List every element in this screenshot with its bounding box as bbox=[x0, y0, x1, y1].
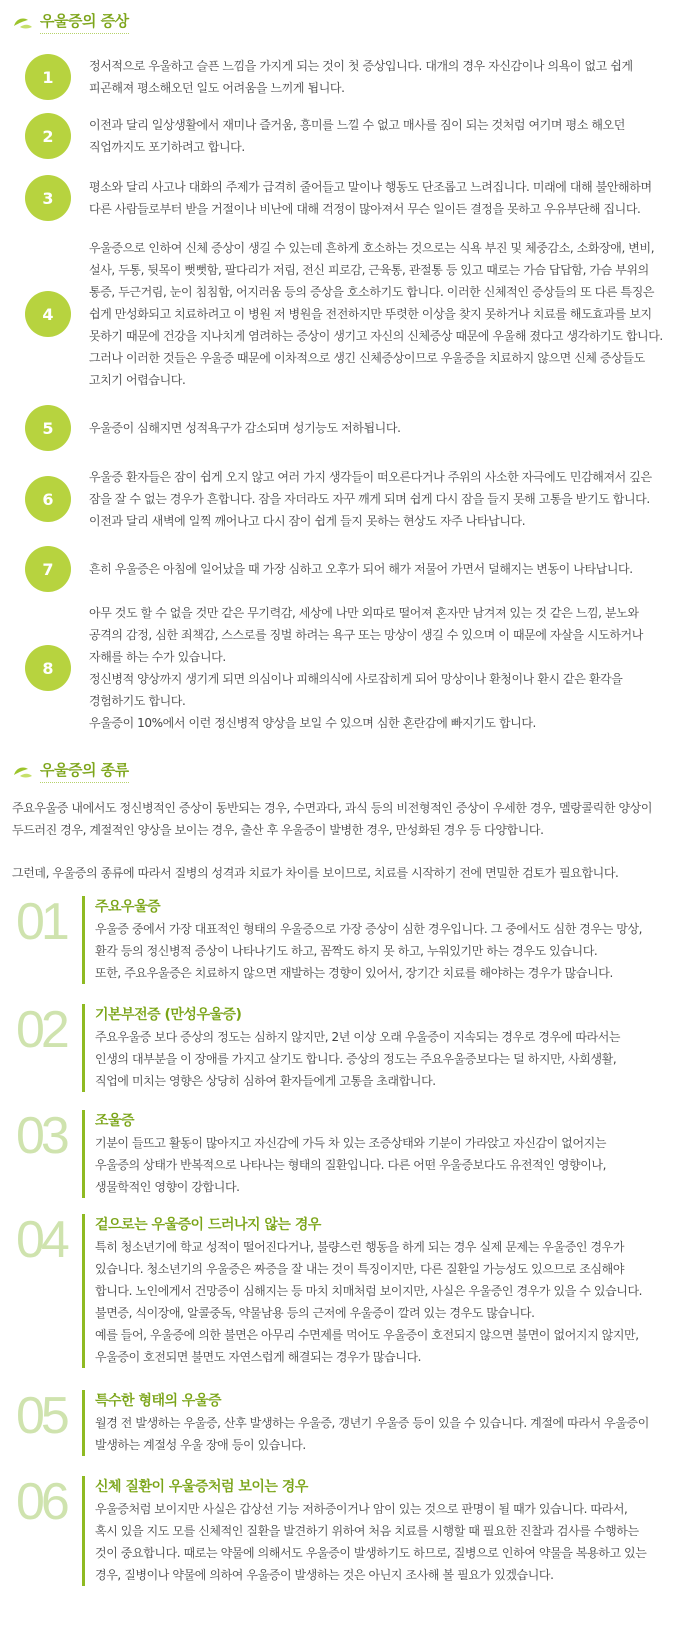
symptoms-title: 우울증의 증상 bbox=[40, 10, 129, 34]
type-body bbox=[82, 1214, 692, 1368]
type-body bbox=[82, 1476, 692, 1586]
type-number: 05 bbox=[16, 1387, 66, 1445]
type-text: 특히 청소년기에 학교 성적이 떨어진다거나, 불량스런 행동을 하게 되는 경우 실제 문제는 우울증인 경우가 있습니다. 청소년기의 우울증은 짜증을 잘 내는 것이 특징이지만, 다른 질환일 가능성도 있으므로 조심해야 합니다. 노인에게서 건망증이 심해지는 등 마치 치매처럼 보이지만, 사실은 우울증인 경우가 있을 수 있습니다. 불면증, 식이장애, 알콜중독, 약물남용 등의 근저에 우울증이 깔려 있는 경우도 많습니다. 예를 들어, 우울증에 의한 불면은 아무리 수면제를 먹어도 우울증이 호전되지 않으면 불면이 없어지지 않지만, 우울증이 호전되면 불면도 자연스럽게 해결되는 경우가 많습니다. bbox=[95, 1240, 643, 1364]
symptom-number: 2 bbox=[25, 113, 71, 159]
leaf-icon bbox=[12, 14, 34, 30]
symptom-item bbox=[12, 229, 692, 399]
type-body bbox=[82, 1390, 692, 1456]
type-body bbox=[82, 1110, 692, 1198]
leaf-icon bbox=[12, 763, 34, 779]
type-body bbox=[82, 896, 692, 984]
symptom-number: 3 bbox=[25, 175, 71, 221]
type-item bbox=[12, 1001, 692, 1110]
type-text: 우울증처럼 보이지만 사실은 갑상선 기능 저하증이거나 암이 있는 것으로 판명이 될 때가 있습니다. 따라서, 혹시 있을 지도 모를 신체적인 질환을 발견하기 위하여 처음 치료를 시행할 때 필요한 진찰과 검사를 수행하는 것이 중요합니다. 때로는 약물에 의해서도 우울증이 발생하기도 하므로, 질병으로 인하여 약물을 복용하고 있는 경우, 질병이나 약물에 의하여 우울증이 발생하는 것은 아닌지 조사해 볼 필요가 있겠습니다. bbox=[95, 1502, 647, 1582]
symptom-number: 4 bbox=[25, 291, 71, 337]
type-item bbox=[12, 1107, 692, 1214]
symptom-item bbox=[12, 597, 692, 739]
symptom-number: 8 bbox=[25, 645, 71, 691]
symptom-item bbox=[12, 457, 692, 541]
type-text: 주요우울증 보다 증상의 정도는 심하지 않지만, 2년 이상 오래 우울증이 지속되는 경우로 경우에 따라서는 인생의 대부분을 이 장애를 가지고 살기도 합니다. 증상의 정도는 주요우울증보다는 덜 하지만, 사회생활, 직업에 미치는 영향은 상당히 심하여 환자들에게 고통을 초래합니다. bbox=[95, 1030, 621, 1088]
symptom-text: 평소와 달리 사고나 대화의 주제가 급격히 줄어들고 말이나 행동도 단조롭고 느려집니다. 미래에 대해 불안해하며 다른 사람들로부터 받을 거절이나 비난에 대해 걱정이 많아져서 무슨 일이든 결정을 못하고 우유부단해 집니다. bbox=[89, 180, 652, 216]
symptom-text: 아무 것도 할 수 없을 것만 같은 무기력감, 세상에 나만 외따로 떨어져 혼자만 남겨져 있는 것 같은 느낌, 분노와 공격의 감정, 심한 죄책감, 스스로를 징벌 하려는 욕구 또는 망상이 생길 수 있으며 이 때문에 자살을 시도하거나 자해를 하는 수가 있습니다. 정신병적 양상까지 생기게 되면 의심이나 피해의식에 사로잡히게 되어 망상이나 환청이나 환시 같은 환각을 경험하기도 합니다. 우울증이 10%에서 이런 정신병적 양상을 보일 수 있으며 심한 혼란감에 빠지기도 합니다. bbox=[89, 606, 643, 730]
symptom-item bbox=[12, 49, 692, 105]
type-title: 주요우울증 bbox=[95, 899, 161, 915]
type-title: 조울증 bbox=[95, 1113, 135, 1129]
type-list bbox=[12, 893, 692, 1588]
type-text: 우울증 중에서 가장 대표적인 형태의 우울증으로 가장 증상이 심한 경우입니다. 그 중에서도 심한 경우는 망상, 환각 등의 정신병적 증상이 나타나기도 하고, 꼼짝도 하지 못 하고, 누워있기만 하는 경우도 있습니다. 또한, 주요우울증은 치료하지 않으면 재발하는 경향이 있어서, 장기간 치료를 해야하는 경우가 많습니다. bbox=[95, 922, 643, 980]
symptom-item bbox=[12, 105, 692, 167]
type-number: 01 bbox=[16, 893, 66, 951]
type-body bbox=[82, 1004, 692, 1092]
type-number: 03 bbox=[16, 1107, 66, 1165]
symptom-list bbox=[12, 49, 692, 739]
types-section-header bbox=[12, 757, 692, 785]
types-title: 우울증의 종류 bbox=[40, 759, 129, 783]
type-title: 기본부전증 (만성우울증) bbox=[95, 1007, 242, 1023]
symptom-text: 정서적으로 우울하고 슬픈 느낌을 가지게 되는 것이 첫 증상입니다. 대개의 경우 자신감이나 의욕이 없고 쉽게 피곤해져 평소해오던 일도 어려움을 느끼게 됩니다. bbox=[89, 59, 633, 95]
symptoms-section-header bbox=[12, 8, 692, 36]
page bbox=[0, 8, 700, 1650]
type-item bbox=[12, 1473, 692, 1588]
symptom-text: 우울증이 심해지면 성적욕구가 감소되며 성기능도 저하됩니다. bbox=[89, 421, 401, 435]
type-number: 06 bbox=[16, 1473, 66, 1531]
type-title: 겉으로는 우울증이 드러나지 않는 경우 bbox=[95, 1217, 321, 1233]
symptom-text: 이전과 달리 일상생활에서 재미나 즐거움, 흥미를 느낄 수 없고 매사를 짐이 되는 것처럼 여기며 평소 해오던 직업까지도 포기하려고 합니다. bbox=[89, 118, 625, 154]
symptom-number: 5 bbox=[25, 405, 71, 451]
type-number: 04 bbox=[16, 1211, 66, 1269]
type-text: 기분이 들뜨고 활동이 많아지고 자신감에 가득 차 있는 조증상태와 기분이 가라앉고 자신감이 없어지는 우울증의 상태가 반복적으로 나타나는 형태의 질환입니다. 다른 어떤 우울증보다도 유전적인 영향이나, 생물학적인 영향이 강합니다. bbox=[95, 1136, 607, 1194]
symptom-number: 6 bbox=[25, 476, 71, 522]
symptom-item bbox=[12, 399, 692, 457]
symptom-number: 7 bbox=[25, 546, 71, 592]
symptom-text: 우울증으로 인하여 신체 증상이 생길 수 있는데 흔하게 호소하는 것으로는 식욕 부진 및 체중감소, 소화장애, 변비, 설사, 두통, 뒷목이 뻣뻣함, 팔다리가 저림, 전신 피로감, 근육통, 관절통 등 있고 때로는 가슴 답답함, 가슴 부위의 통증, 두근거림, 눈이 침침함, 어지러움 등의 증상을 호소하기도 합니다. 이러한 신체적인 증상들의 또 다른 특징은 쉽게 만성화되고 치료하려고 이 병원 저 병원을 전전하지만 뚜렷한 이상을 찾지 못하거나 치료를 해도효과를 보지 못하기 때문에 건강을 지나치게 염려하는 증상이 생기고 자신의 신체증상 때문에 우울해 졌다고 생각하기도 합니다. 그러나 이러한 것들은 우울증 때문에 이차적으로 생긴 신체증상이므로 우울증을 치료하지 않으면 신체 증상들도 고치기 어렵습니다. bbox=[89, 241, 663, 387]
type-item bbox=[12, 893, 692, 1004]
type-title: 특수한 형태의 우울증 bbox=[95, 1393, 221, 1409]
symptom-number: 1 bbox=[25, 54, 71, 100]
symptom-item bbox=[12, 167, 692, 229]
types-intro: 주요우울증 내에서도 정신병적인 증상이 동반되는 경우, 수면과다, 과식 등의 비전형적인 증상이 우세한 경우, 멜랑콜릭한 양상이 두드러진 경우, 계절적인 양상을 보이는 경우, 출산 후 우울증이 발병한 경우, 만성화된 경우 등 다양합니다. bbox=[12, 801, 653, 837]
type-title: 신체 질환이 우울증처럼 보이는 경우 bbox=[95, 1479, 308, 1495]
type-item bbox=[12, 1211, 692, 1390]
type-number: 02 bbox=[16, 1001, 66, 1059]
type-text: 월경 전 발생하는 우울증, 산후 발생하는 우울증, 갱년기 우울증 등이 있을 수 있습니다. 계절에 따라서 우울증이 발생하는 계절성 우울 장애 등이 있습니다. bbox=[95, 1416, 649, 1452]
symptom-item bbox=[12, 541, 692, 597]
types-intro-note: 그런데, 우울증의 종류에 따라서 질병의 성격과 치료가 차이를 보이므로, 치료를 시작하기 전에 면밀한 검토가 필요합니다. bbox=[12, 866, 619, 880]
type-item bbox=[12, 1387, 692, 1476]
symptom-text: 흔히 우울증은 아침에 일어났을 때 가장 심하고 오후가 되어 해가 저물어 가면서 덜해지는 변동이 나타납니다. bbox=[89, 562, 633, 576]
symptom-text: 우울증 환자들은 잠이 쉽게 오지 않고 여러 가지 생각들이 떠오른다거나 주위의 사소한 자극에도 민감해져서 깊은 잠을 잘 수 없는 경우가 흔합니다. 잠을 자더라도 자꾸 깨게 되며 쉽게 다시 잠을 들지 못해 고통을 받기도 합니다. 이전과 달리 새벽에 일찍 깨어나고 다시 잠이 쉽게 들지 못하는 현상도 자주 나타납니다. bbox=[89, 470, 652, 528]
